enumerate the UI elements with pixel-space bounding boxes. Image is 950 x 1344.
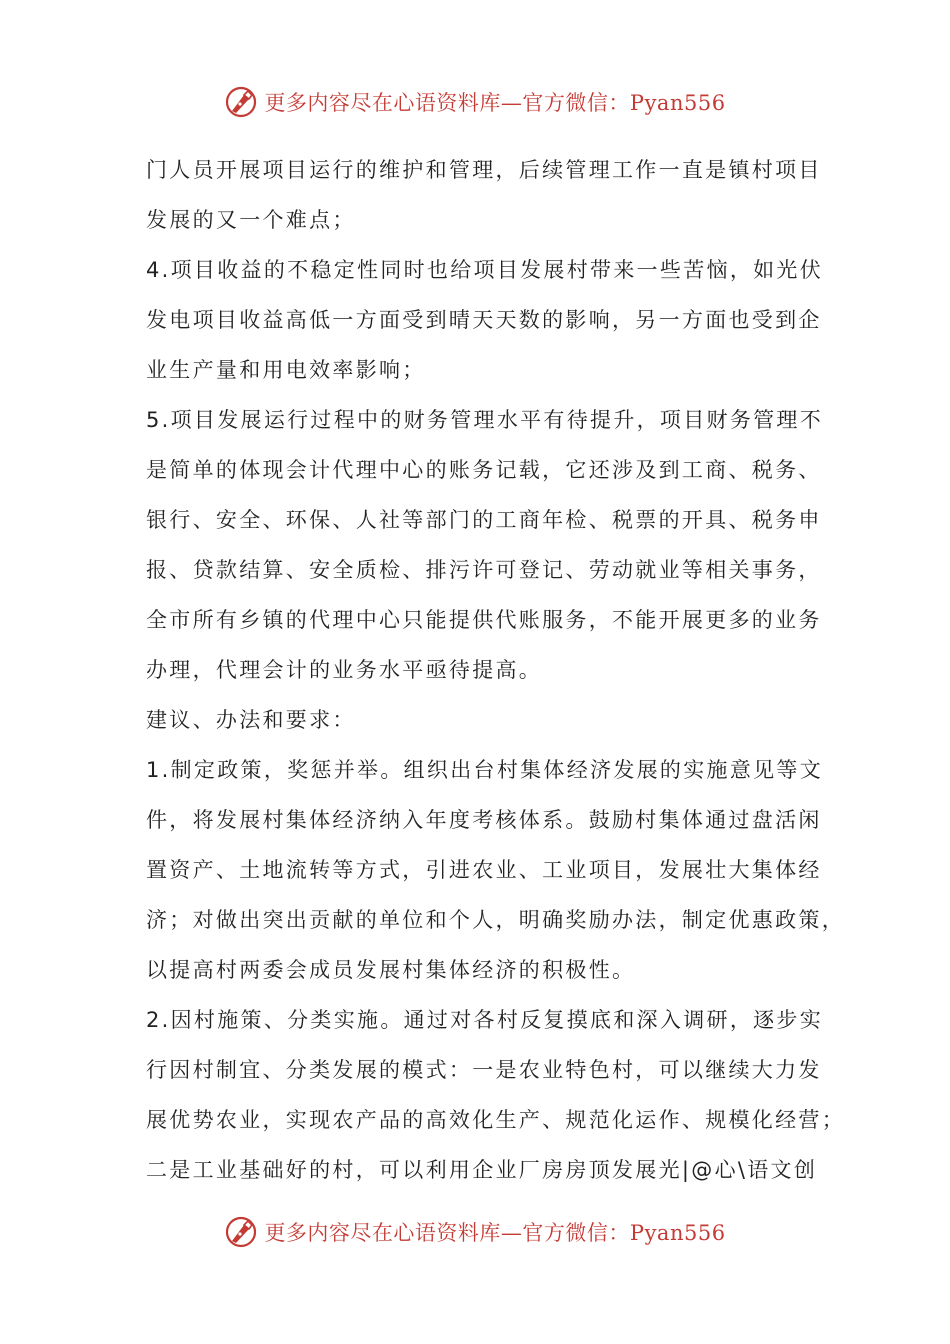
text-line: 发展的又一个难点； [146,208,356,232]
header-watermark-text: 更多内容尽在心语资料库—官方微信：Pyan556 [264,91,726,115]
header-watermark-banner [0,82,950,122]
section-heading: 建议、办法和要求： [146,708,356,732]
text-line: 件，将发展村集体经济纳入年度考核体系。鼓励村集体通过盘活闲 [146,808,822,832]
footer-watermark-banner [0,1212,950,1252]
footer-watermark-text: 更多内容尽在心语资料库—官方微信：Pyan556 [264,1221,726,1245]
text-line: 业生产量和用电效率影响； [146,358,426,382]
text-line: 展优势农业，实现农产品的高效化生产、规范化运作、规模化经营； [146,1108,845,1132]
text-line: 办理，代理会计的业务水平亟待提高。 [146,658,543,682]
text-line: 二是工业基础好的村，可以利用企业厂房房顶发展光|@心\语文创 [146,1158,818,1182]
text-line: 5.项目发展运行过程中的财务管理水平有待提升，项目财务管理不 [146,408,824,432]
text-line: 全市所有乡镇的代理中心只能提供代账服务，不能开展更多的业务 [146,608,822,632]
document-body [146,152,845,1202]
text-line: 报、贷款结算、安全质检、排污许可登记、劳动就业等相关事务， [146,558,822,582]
text-line: 是简单的体现会计代理中心的账务记载，它还涉及到工商、税务、 [146,458,822,482]
text-line: 济；对做出突出贡献的单位和个人，明确奖励办法，制定优惠政策， [146,908,845,932]
text-line: 银行、安全、环保、人社等部门的工商年检、税票的开具、税务申 [146,508,822,532]
text-line: 1.制定政策，奖惩并举。组织出台村集体经济发展的实施意见等文 [146,758,824,782]
pen-nib-circle-icon [224,1215,258,1249]
text-line: 以提高村两委会成员发展村集体经济的积极性。 [146,958,636,982]
text-line: 门人员开展项目运行的维护和管理，后续管理工作一直是镇村项目 [146,158,822,182]
text-line: 置资产、土地流转等方式，引进农业、工业项目，发展壮大集体经 [146,858,822,882]
text-line: 行因村制宜、分类发展的模式：一是农业特色村，可以继续大力发 [146,1058,822,1082]
pen-nib-circle-icon [224,85,258,119]
text-line: 发电项目收益高低一方面受到晴天天数的影响，另一方面也受到企 [146,308,822,332]
text-line: 2.因村施策、分类实施。通过对各村反复摸底和深入调研，逐步实 [146,1008,824,1032]
text-line: 4.项目收益的不稳定性同时也给项目发展村带来一些苦恼，如光伏 [146,258,824,282]
